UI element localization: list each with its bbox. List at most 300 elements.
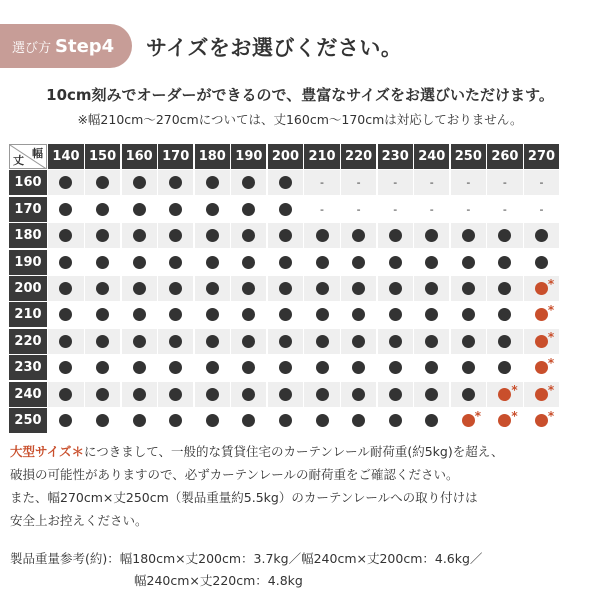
size-cell [158,302,193,327]
size-cell [231,223,266,248]
available-dot [169,176,182,189]
size-cell [524,329,559,354]
size-cell [195,197,230,222]
available-dot [96,335,109,348]
size-cell [414,223,449,248]
available-dot [206,256,219,269]
size-cell [158,329,193,354]
size-cell [85,408,120,433]
size-cell [158,355,193,380]
size-cell [231,276,266,301]
size-cell [451,170,486,195]
available-dot [462,335,475,348]
unavailable-dash: - [539,202,544,216]
size-cell [304,276,339,301]
width-header-170: 170 [158,144,193,169]
table-row [9,197,585,222]
available-dot [316,414,329,427]
height-header-220: 220 [9,329,47,354]
size-cell [524,170,559,195]
size-cell [487,408,522,433]
large-size-dot [498,388,511,401]
available-dot [242,256,255,269]
size-cell [231,382,266,407]
size-cell [451,197,486,222]
available-dot [133,361,146,374]
large-size-dot [535,282,548,295]
available-dot [279,176,292,189]
height-header-240: 240 [9,382,47,407]
notes-line-4: 安全上お控えください。 [10,513,148,528]
unavailable-dash: - [429,202,434,216]
size-cell [85,355,120,380]
size-cell [341,250,376,275]
size-cell [487,302,522,327]
size-cell [378,197,413,222]
available-dot [96,282,109,295]
available-dot [316,361,329,374]
available-dot [316,388,329,401]
size-cell [48,276,83,301]
available-dot [242,229,255,242]
unavailable-dash: - [393,176,398,190]
size-cell [231,355,266,380]
size-cell [304,197,339,222]
table-corner [9,144,47,169]
available-dot [59,361,72,374]
available-dot [206,203,219,216]
size-cell [487,250,522,275]
width-header-200: 200 [268,144,303,169]
width-header-140: 140 [48,144,83,169]
size-cell [304,408,339,433]
available-dot [133,388,146,401]
size-cell [487,170,522,195]
size-cell [487,329,522,354]
large-size-dot [498,414,511,427]
size-cell [85,197,120,222]
size-cell [122,250,157,275]
unavailable-dash: - [356,202,361,216]
size-cell [451,355,486,380]
size-cell [85,329,120,354]
large-size-dot [535,308,548,321]
large-size-star: * [547,356,555,371]
available-dot [242,335,255,348]
size-cell [122,197,157,222]
weights [10,548,590,592]
large-size-star: * [547,382,555,397]
unavailable-dash: - [429,176,434,190]
size-cell [304,382,339,407]
width-header-210: 210 [304,144,339,169]
size-cell [268,276,303,301]
header [0,24,600,68]
available-dot [59,256,72,269]
size-cell [122,382,157,407]
available-dot [133,308,146,321]
notes [10,440,590,532]
size-cell [414,170,449,195]
available-dot [206,335,219,348]
large-size-star: * [547,276,555,291]
size-cell [414,276,449,301]
size-cell [158,197,193,222]
size-cell [414,302,449,327]
height-header-230: 230 [9,355,47,380]
available-dot [425,335,438,348]
size-cell [524,408,559,433]
size-cell [487,276,522,301]
available-dot [59,176,72,189]
size-cell [48,170,83,195]
size-cell [195,276,230,301]
size-cell [195,302,230,327]
size-cell [85,223,120,248]
size-cell [268,329,303,354]
available-dot [59,203,72,216]
size-cell [378,302,413,327]
available-dot [389,308,402,321]
width-header-160: 160 [122,144,157,169]
available-dot [133,335,146,348]
available-dot [96,256,109,269]
size-cell [158,170,193,195]
available-dot [59,414,72,427]
height-header-180: 180 [9,223,47,248]
available-dot [169,256,182,269]
size-cell [451,223,486,248]
available-dot [169,308,182,321]
available-dot [389,414,402,427]
available-dot [425,308,438,321]
size-cell [524,382,559,407]
size-cell [195,250,230,275]
size-cell [268,355,303,380]
size-cell [48,329,83,354]
large-size-dot [535,361,548,374]
width-header-180: 180 [195,144,230,169]
available-dot [316,256,329,269]
size-cell [158,250,193,275]
available-dot [352,414,365,427]
notes-line-1-rest: につきまして、一般的な賃貸住宅のカーテンレール耐荷重(約5kg)を超え、 [84,444,504,459]
size-cell [268,382,303,407]
table-row [9,170,585,195]
size-cell [48,302,83,327]
size-cell [451,302,486,327]
available-dot [425,361,438,374]
available-dot [133,229,146,242]
available-dot [498,335,511,348]
size-cell [341,302,376,327]
available-dot [462,388,475,401]
available-dot [206,229,219,242]
size-cell [122,223,157,248]
size-table [9,144,585,434]
table-row [9,302,585,327]
available-dot [389,335,402,348]
size-cell [48,223,83,248]
available-dot [96,229,109,242]
available-dot [96,361,109,374]
size-cell [231,197,266,222]
width-header-230: 230 [378,144,413,169]
width-header-260: 260 [487,144,522,169]
size-cell [451,382,486,407]
available-dot [96,308,109,321]
available-dot [279,256,292,269]
available-dot [352,308,365,321]
size-cell [304,170,339,195]
available-dot [498,256,511,269]
size-cell [378,276,413,301]
available-dot [206,308,219,321]
notes-line-2: 破損の可能性がありますので、必ずカーテンレールの耐荷重をご確認ください。 [10,467,459,482]
available-dot [425,388,438,401]
large-size-dot [535,335,548,348]
large-size-star: * [547,408,555,423]
available-dot [498,361,511,374]
width-header-190: 190 [231,144,266,169]
size-cell [414,197,449,222]
available-dot [425,282,438,295]
size-cell [85,382,120,407]
size-cell [304,223,339,248]
available-dot [462,256,475,269]
size-cell [304,329,339,354]
unavailable-dash: - [466,202,471,216]
size-cell [341,382,376,407]
available-dot [279,229,292,242]
size-cell [268,408,303,433]
available-dot [133,176,146,189]
size-cell [85,302,120,327]
available-dot [316,335,329,348]
size-cell [378,170,413,195]
size-cell [85,276,120,301]
corner-height-label: 丈 [13,154,24,167]
step-badge [0,24,132,68]
available-dot [279,361,292,374]
size-cell [85,250,120,275]
available-dot [462,282,475,295]
size-cell [48,355,83,380]
table-row [9,276,585,301]
available-dot [389,282,402,295]
size-cell [524,276,559,301]
size-cell [231,302,266,327]
page-title: サイズをお選びください。 [146,36,403,60]
size-cell [378,329,413,354]
size-cell [378,355,413,380]
available-dot [352,335,365,348]
intro-line-1: 10cm刻みでオーダーができるので、豊富なサイズをお選びいただけます。 [46,86,554,104]
size-cell [122,302,157,327]
available-dot [279,388,292,401]
large-size-star: * [511,382,518,397]
large-size-dot [535,414,548,427]
available-dot [279,203,292,216]
size-cell [378,250,413,275]
height-header-250: 250 [9,408,47,433]
size-cell [48,250,83,275]
available-dot [242,414,255,427]
size-cell [122,276,157,301]
available-dot [96,203,109,216]
size-cell [231,170,266,195]
size-cell [341,355,376,380]
available-dot [242,203,255,216]
size-cell [524,302,559,327]
size-cell [378,408,413,433]
table-row [9,329,585,354]
unavailable-dash: - [356,176,361,190]
available-dot [316,229,329,242]
size-cell [414,355,449,380]
height-header-190: 190 [9,250,47,275]
available-dot [96,414,109,427]
size-cell [341,223,376,248]
available-dot [352,282,365,295]
size-cell [451,276,486,301]
size-cell [158,276,193,301]
size-cell [195,382,230,407]
available-dot [169,229,182,242]
available-dot [279,308,292,321]
size-cell [231,329,266,354]
size-cell [378,382,413,407]
available-dot [206,176,219,189]
available-dot [133,282,146,295]
size-cell [122,170,157,195]
width-header-240: 240 [414,144,449,169]
size-cell [268,302,303,327]
size-cell [524,223,559,248]
available-dot [462,361,475,374]
size-cell [48,382,83,407]
unavailable-dash: - [320,176,325,190]
table-row [9,223,585,248]
available-dot [352,229,365,242]
width-header-220: 220 [341,144,376,169]
available-dot [498,229,511,242]
size-cell [195,170,230,195]
size-cell [122,355,157,380]
available-dot [242,388,255,401]
size-cell [195,329,230,354]
available-dot [169,203,182,216]
available-dot [206,361,219,374]
table-row [9,250,585,275]
available-dot [279,282,292,295]
width-header-270: 270 [524,144,559,169]
size-cell [487,197,522,222]
available-dot [169,335,182,348]
available-dot [498,282,511,295]
size-cell [195,408,230,433]
available-dot [242,308,255,321]
size-cell [414,250,449,275]
available-dot [498,308,511,321]
available-dot [352,256,365,269]
size-cell [487,355,522,380]
large-size-star: * [511,408,518,423]
size-cell [524,197,559,222]
size-cell [48,408,83,433]
available-dot [279,335,292,348]
available-dot [389,256,402,269]
size-cell [487,223,522,248]
large-size-star: * [547,303,555,318]
height-header-200: 200 [9,276,47,301]
large-size-dot [535,388,548,401]
large-size-star: * [547,329,555,344]
available-dot [59,308,72,321]
table-header-row [9,144,585,169]
size-cell [231,250,266,275]
size-cell [451,408,486,433]
available-dot [425,414,438,427]
available-dot [535,229,548,242]
available-dot [133,414,146,427]
available-dot [169,414,182,427]
size-cell [524,355,559,380]
size-cell [122,408,157,433]
notes-line-1 [10,440,590,463]
size-cell [231,408,266,433]
size-cell [268,170,303,195]
corner-width-label: 幅 [32,147,43,160]
available-dot [59,335,72,348]
size-cell [158,382,193,407]
available-dot [133,256,146,269]
size-cell [341,197,376,222]
size-cell [414,382,449,407]
available-dot [206,388,219,401]
size-cell [414,408,449,433]
notes-line-3: また、幅270cm×丈250cm（製品重量約5.5kg）のカーテンレールへの取り付けは [10,490,478,505]
available-dot [316,282,329,295]
available-dot [462,308,475,321]
available-dot [169,388,182,401]
step-prefix: 選び方 [12,40,52,56]
available-dot [389,388,402,401]
size-cell [341,170,376,195]
unavailable-dash: - [320,202,325,216]
height-header-210: 210 [9,302,47,327]
unavailable-dash: - [466,176,471,190]
available-dot [279,414,292,427]
table-row [9,408,585,433]
size-cell [341,276,376,301]
size-cell [378,223,413,248]
width-header-250: 250 [451,144,486,169]
available-dot [425,256,438,269]
large-size-star: * [474,408,482,423]
available-dot [389,361,402,374]
unavailable-dash: - [502,202,507,216]
size-cell [85,170,120,195]
size-cell [304,302,339,327]
table-row [9,382,585,407]
weights-line-1: 製品重量参考(約)：幅180cm×丈200cm：3.7kg／幅240cm×丈200cm：4.6kg／ [10,551,483,566]
available-dot [133,203,146,216]
size-cell [268,197,303,222]
size-cell [451,250,486,275]
unavailable-dash: - [502,176,507,190]
size-cell [48,197,83,222]
